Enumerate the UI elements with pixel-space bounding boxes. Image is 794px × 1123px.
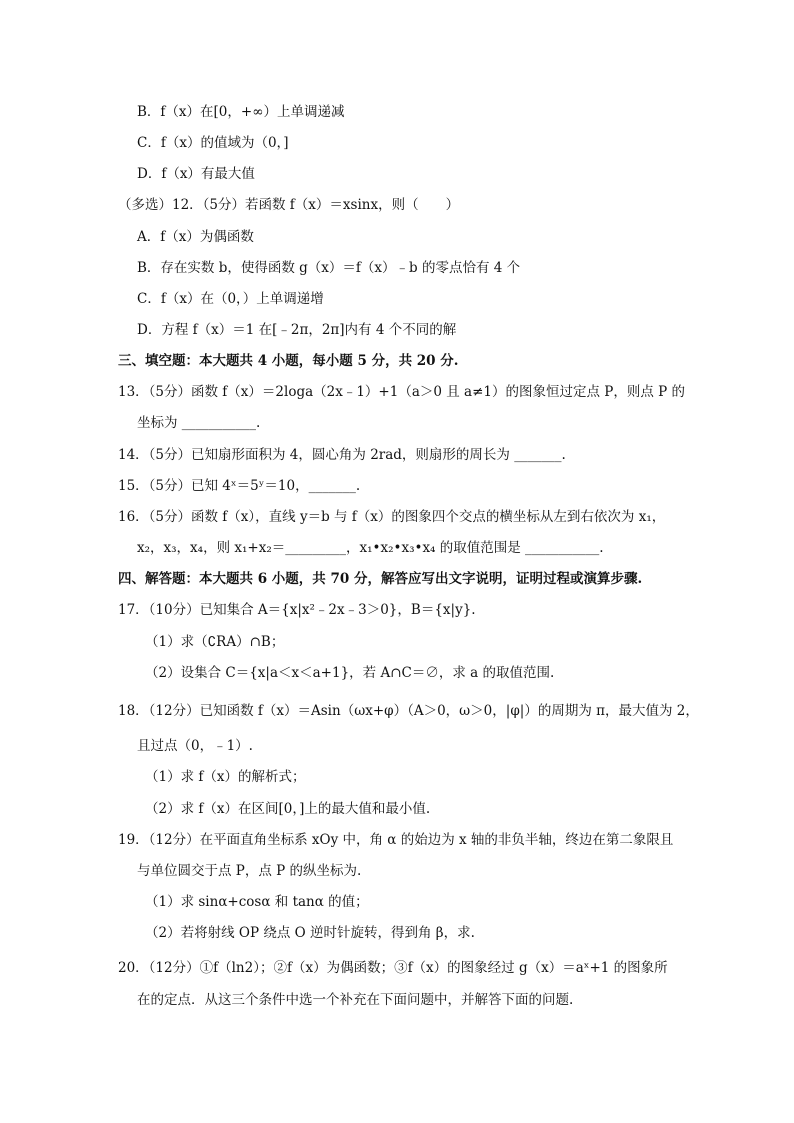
q20-stem: 20．（12分）①f（ln2）；②f（x）为偶函数；③f（x）的图象经过 g（x）＝aˣ+1 的图象所 [118,960,668,976]
q17-stem: 17．（10分）已知集合 A＝{x|x²﹣2x﹣3＞0}，B＝{x|y}. [118,602,476,618]
q16-stem-cont: x₂，x₃，x₄，则 x₁+x₂＝_________，x₁•x₂•x₃•x₄ 的取值范围是 ___________. [137,540,604,556]
q13-stem-cont: 坐标为 ___________. [137,415,261,431]
q19-stem-cont: 与单位圆交于点 P，点 P 的纵坐标为. [137,863,362,879]
q15-stem: 15．（5分）已知 4ˣ＝5ʸ＝10，_______. [118,478,361,494]
q12-option-b: B．存在实数 b，使得函数 g（x）＝f（x）﹣b 的零点恰有 4 个 [137,260,521,276]
q19-part-1: （1）求 sinα+cosα 和 tanα 的值； [145,894,369,910]
q13-stem: 13．（5分）函数 f（x）＝2loga（2x﹣1）+1（a＞0 且 a≠1）的图象恒过定点 P，则点 P 的 [118,384,686,400]
q11-option-d: D．f（x）有最大值 [137,166,255,182]
q12-option-a: A．f（x）为偶函数 [137,229,254,245]
q16-stem: 16．（5分）函数 f（x），直线 y＝b 与 f（x）的图象四个交点的横坐标从左到右依次为 x₁， [118,509,666,525]
q12-stem: （多选）12．（5分）若函数 f（x）＝xsinx，则（ ） [118,197,460,213]
q18-part-2: （2）求 f（x）在区间[0，]上的最大值和最小值. [145,801,431,817]
q20-stem-cont: 在的定点．从这三个条件中选一个补充在下面问题中，并解答下面的问题. [137,992,574,1008]
q12-option-c: C．f（x）在（0，）上单调递增 [137,291,324,307]
q14-stem: 14．（5分）已知扇形面积为 4，圆心角为 2rad，则扇形的周长为 _______. [118,447,566,463]
q18-stem: 18．（12分）已知函数 f（x）＝Asin（ωx+φ）（A＞0，ω＞0，|φ|）的周期为 π，最大值为 2， [118,703,699,719]
q17-part-1: （1）求（∁RA）∩B； [145,634,285,650]
section-4-heading: 四、解答题：本大题共 6 小题，共 70 分，解答应写出文字说明，证明过程或演算步骤. [118,571,643,587]
q19-part-2: （2）若将射线 OP 绕点 O 逆时针旋转，得到角 β，求. [145,925,475,941]
q18-part-1: （1）求 f（x）的解析式； [145,769,306,785]
q11-option-b: B．f（x）在[0，+∞）上单调递减 [137,104,345,120]
section-3-heading: 三、填空题：本大题共 4 小题，每小题 5 分，共 20 分. [118,353,459,369]
q11-option-c: C．f（x）的值域为（0，] [137,135,289,151]
q12-option-d: D．方程 f（x）＝1 在[﹣2π，2π]内有 4 个不同的解 [137,322,457,338]
q19-stem: 19．（12分）在平面直角坐标系 xOy 中，角 α 的始边为 x 轴的非负半轴，终边在第二象限且 [118,832,674,848]
q18-stem-cont: 且过点（0，﹣1）. [137,738,253,754]
q17-part-2: （2）设集合 C＝{x|a＜x＜a+1}，若 A∩C＝∅，求 a 的取值范围. [145,665,555,681]
